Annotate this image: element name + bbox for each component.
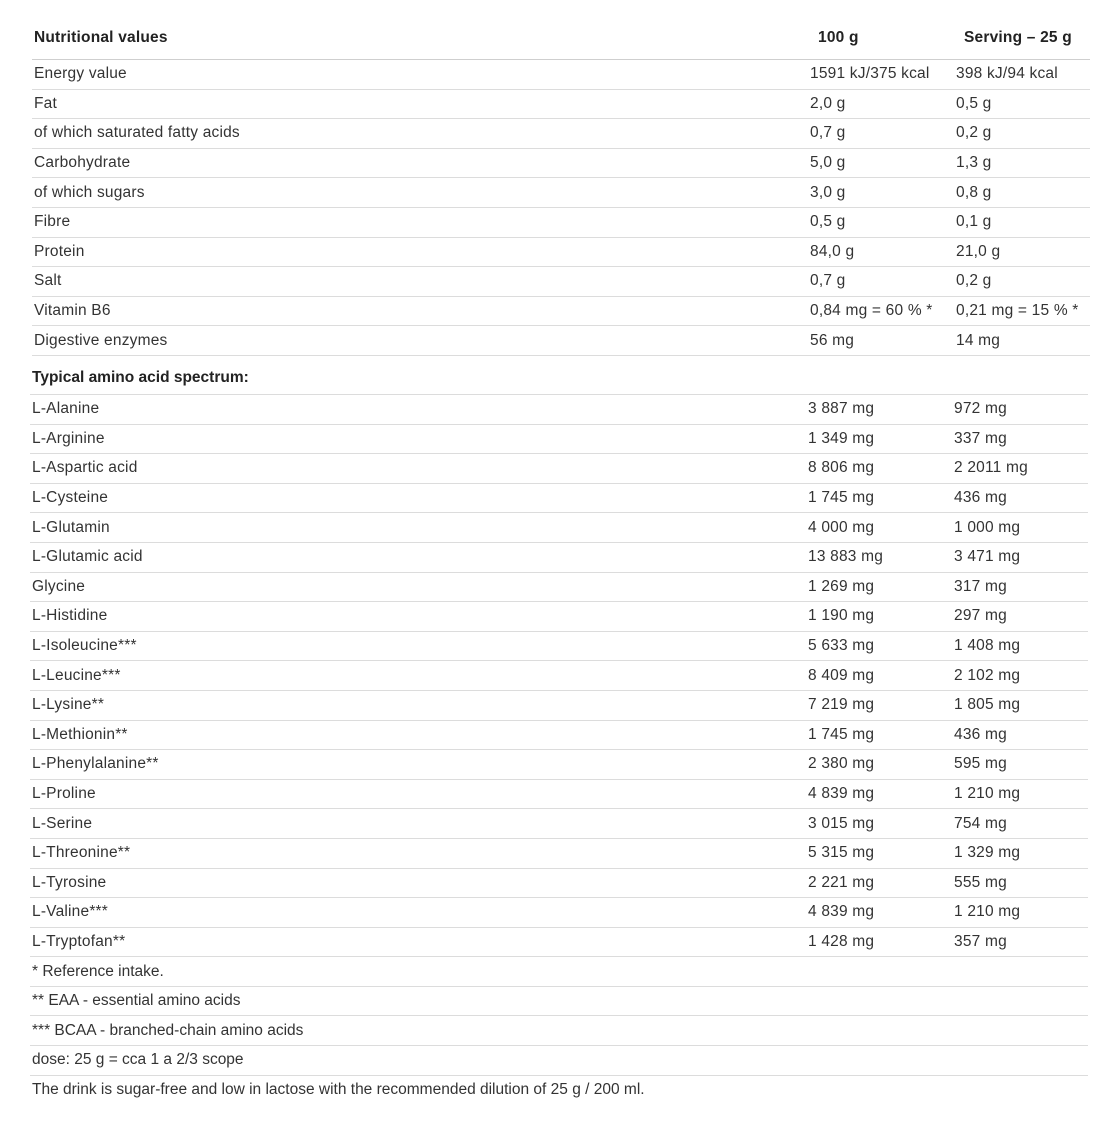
value-per-serving: 972 mg (954, 400, 1007, 418)
nutrition-row (32, 178, 1090, 208)
nutrient-name: L-Phenylalanine** (32, 755, 159, 773)
value-per-serving: 1 805 mg (954, 696, 1021, 714)
nutrient-name: L-Aspartic acid (32, 459, 138, 477)
nutrient-name: L-Proline (32, 785, 96, 803)
nutrient-name: L-Arginine (32, 429, 105, 447)
value-per-100g: 3 887 mg (808, 400, 875, 418)
value-per-100g: 1 745 mg (808, 489, 875, 507)
value-per-serving: 2 102 mg (954, 666, 1021, 684)
value-per-100g: 4 839 mg (808, 903, 875, 921)
nutrient-name: L-Glutamic acid (32, 548, 143, 566)
value-per-serving: 3 471 mg (954, 548, 1021, 566)
footnote: * Reference intake. (30, 957, 1088, 987)
nutrient-name: L-Glutamin (32, 518, 110, 536)
value-per-serving: 357 mg (954, 932, 1007, 950)
value-per-serving: 1 329 mg (954, 844, 1021, 862)
value-per-100g: 5,0 g (810, 154, 846, 172)
value-per-100g: 1 269 mg (808, 577, 875, 595)
amino-row (30, 661, 1088, 691)
value-per-100g: 2 221 mg (808, 873, 875, 891)
nutrient-name: Salt (34, 272, 62, 290)
nutrient-name: L-Threonine** (32, 844, 131, 862)
nutrient-name: L-Valine*** (32, 903, 109, 921)
value-per-100g: 1 349 mg (808, 429, 875, 447)
value-per-serving: 1 408 mg (954, 637, 1021, 655)
amino-section-title: Typical amino acid spectrum: (30, 361, 1088, 395)
nutrition-table (32, 17, 1090, 356)
nutrient-name: L-Cysteine (32, 489, 109, 507)
value-per-100g: 8 806 mg (808, 459, 875, 477)
header-serving: Serving – 25 g (964, 29, 1072, 46)
nutrition-row (32, 208, 1090, 238)
amino-row (30, 425, 1088, 455)
value-per-serving: 1 210 mg (954, 903, 1021, 921)
nutrient-name: Fat (34, 94, 57, 112)
value-per-serving: 0,2 g (956, 124, 992, 142)
value-per-serving: 0,8 g (956, 183, 992, 201)
amino-row (30, 602, 1088, 632)
amino-row (30, 898, 1088, 928)
amino-row (30, 395, 1088, 425)
value-per-serving: 0,5 g (956, 94, 992, 112)
nutrient-name: L-Histidine (32, 607, 108, 625)
value-per-serving: 754 mg (954, 814, 1007, 832)
amino-row (30, 543, 1088, 573)
amino-row (30, 780, 1088, 810)
nutrient-name: Energy value (34, 65, 127, 83)
value-per-serving: 337 mg (954, 429, 1007, 447)
value-per-serving: 2 2011 mg (954, 459, 1028, 477)
nutrition-row (32, 297, 1090, 327)
value-per-serving: 21,0 g (956, 242, 1001, 260)
nutrition-row (32, 60, 1090, 90)
nutrition-row (32, 326, 1090, 356)
value-per-serving: 398 kJ/94 kcal (956, 65, 1058, 83)
nutrition-rows (32, 60, 1090, 356)
value-per-serving: 555 mg (954, 873, 1007, 891)
value-per-100g: 1 190 mg (808, 607, 875, 625)
value-per-100g: 13 883 mg (808, 548, 884, 566)
value-per-serving: 436 mg (954, 725, 1007, 743)
value-per-serving: 1 210 mg (954, 785, 1021, 803)
value-per-100g: 0,5 g (810, 213, 846, 231)
amino-row (30, 869, 1088, 899)
header-label: Nutritional values (34, 29, 168, 46)
value-per-serving: 595 mg (954, 755, 1007, 773)
value-per-100g: 5 315 mg (808, 844, 875, 862)
value-per-100g: 0,84 mg = 60 % * (810, 302, 933, 320)
nutrient-name: L-Methionin** (32, 725, 128, 743)
nutrition-header-row (32, 17, 1090, 60)
amino-row (30, 809, 1088, 839)
footnotes (30, 957, 1088, 1105)
footnote: The drink is sugar-free and low in lactose with the recommended dilution of 25 g / 200 ml. (32, 1081, 645, 1099)
value-per-100g: 0,7 g (810, 272, 846, 290)
value-per-serving: 436 mg (954, 489, 1007, 507)
amino-row (30, 484, 1088, 514)
value-per-100g: 3,0 g (810, 183, 846, 201)
value-per-serving: 1 000 mg (954, 518, 1021, 536)
value-per-100g: 2 380 mg (808, 755, 875, 773)
nutrient-name: L-Leucine*** (32, 666, 121, 684)
value-per-100g: 1 428 mg (808, 932, 875, 950)
value-per-serving: 14 mg (956, 331, 1001, 349)
value-per-100g: 8 409 mg (808, 666, 875, 684)
nutrient-name: L-Lysine** (32, 696, 105, 714)
value-per-100g: 2,0 g (810, 94, 846, 112)
value-per-serving: 0,21 mg = 15 % * (956, 302, 1079, 320)
nutrition-row (32, 238, 1090, 268)
nutrition-row (32, 149, 1090, 179)
amino-row (30, 573, 1088, 603)
amino-row (30, 691, 1088, 721)
value-per-100g: 5 633 mg (808, 637, 875, 655)
nutrient-name: Vitamin B6 (34, 302, 111, 320)
value-per-100g: 4 839 mg (808, 785, 875, 803)
footnote: ** EAA - essential amino acids (30, 987, 1088, 1017)
amino-row (30, 721, 1088, 751)
value-per-serving: 317 mg (954, 577, 1007, 595)
nutrient-name: Digestive enzymes (34, 331, 168, 349)
nutrient-name: Fibre (34, 213, 71, 231)
amino-row (30, 928, 1088, 958)
value-per-serving: 0,1 g (956, 213, 992, 231)
value-per-100g: 4 000 mg (808, 518, 875, 536)
header-100g: 100 g (818, 29, 859, 46)
nutrition-row (32, 267, 1090, 297)
value-per-100g: 3 015 mg (808, 814, 875, 832)
nutrient-name: Carbohydrate (34, 154, 131, 172)
value-per-100g: 1591 kJ/375 kcal (810, 65, 930, 83)
nutrient-name: L-Alanine (32, 400, 100, 418)
nutrient-name: of which saturated fatty acids (34, 124, 240, 142)
footnote: dose: 25 g = cca 1 a 2/3 scope (30, 1046, 1088, 1076)
amino-table (30, 361, 1088, 1105)
value-per-100g: 7 219 mg (808, 696, 875, 714)
nutrient-name: L-Tryptofan** (32, 932, 126, 950)
nutrition-row (32, 119, 1090, 149)
nutrient-name: of which sugars (34, 183, 145, 201)
footnote: *** BCAA - branched-chain amino acids (30, 1016, 1088, 1046)
amino-row (30, 513, 1088, 543)
amino-row (30, 750, 1088, 780)
value-per-serving: 1,3 g (956, 154, 992, 172)
amino-row (30, 839, 1088, 869)
value-per-100g: 56 mg (810, 331, 855, 349)
value-per-serving: 0,2 g (956, 272, 992, 290)
amino-row (30, 632, 1088, 662)
nutrient-name: L-Tyrosine (32, 873, 107, 891)
amino-rows (30, 395, 1088, 957)
value-per-100g: 84,0 g (810, 242, 855, 260)
nutrient-name: Protein (34, 242, 85, 260)
amino-row (30, 454, 1088, 484)
nutrition-row (32, 90, 1090, 120)
value-per-100g: 1 745 mg (808, 725, 875, 743)
value-per-100g: 0,7 g (810, 124, 846, 142)
value-per-serving: 297 mg (954, 607, 1007, 625)
nutrient-name: L-Serine (32, 814, 93, 832)
nutrient-name: Glycine (32, 577, 86, 595)
nutrient-name: L-Isoleucine*** (32, 637, 137, 655)
